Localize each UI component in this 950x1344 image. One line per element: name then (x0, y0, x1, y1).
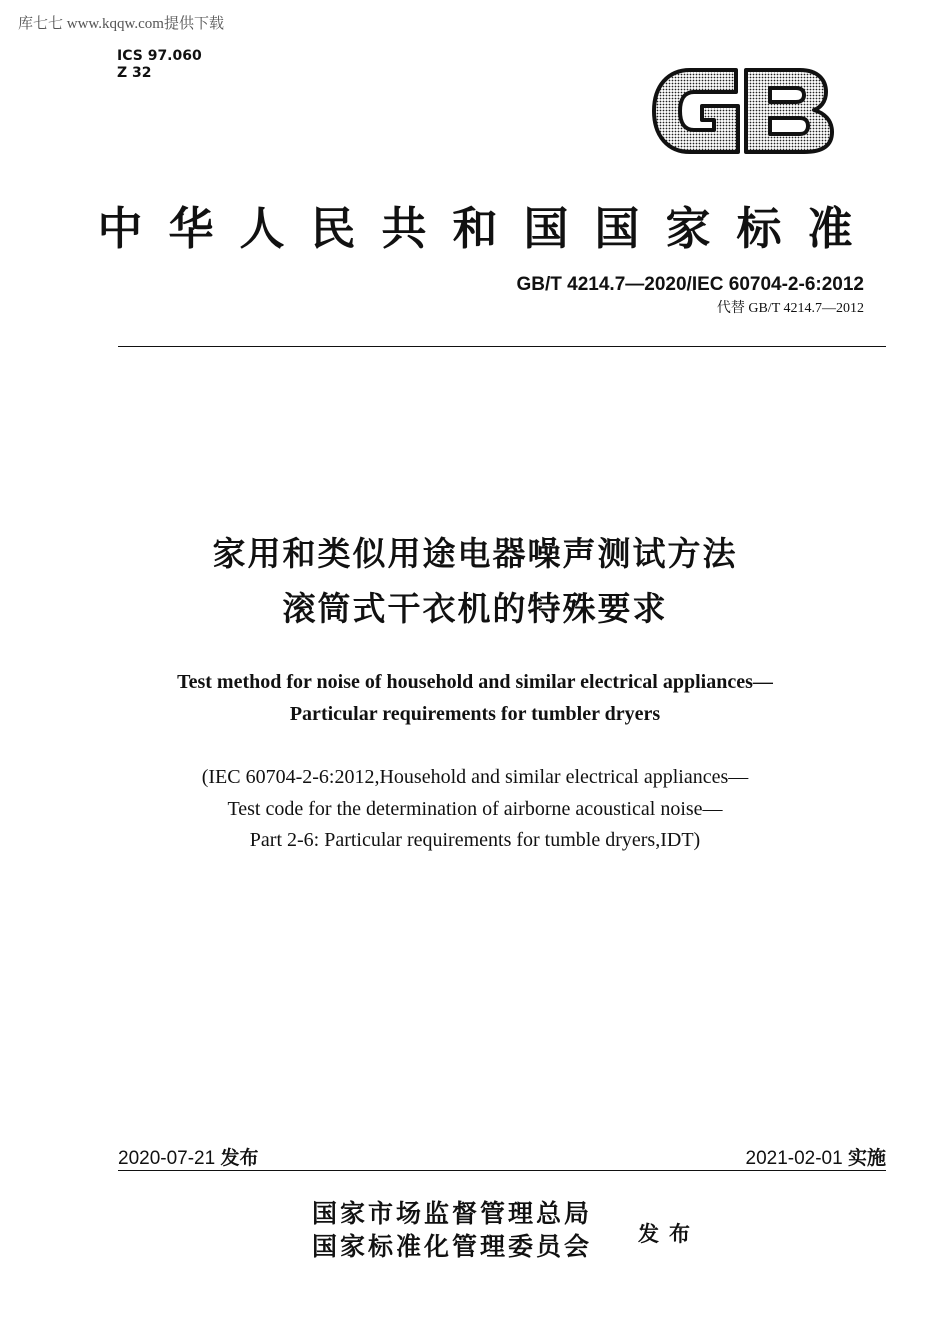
watermark-text: 库七七 www.kqqw.com提供下载 (18, 16, 224, 32)
chinese-title-line1: 家用和类似用途电器噪声测试方法 (212, 534, 738, 573)
english-title-line1: Test method for noise of household and similar electrical appliances— (177, 671, 773, 693)
issuer-line1: 国家市场监督管理总局 (312, 1201, 593, 1228)
iec-reference (0, 762, 950, 857)
standard-number-block (517, 274, 865, 317)
gb-logo-icon (650, 64, 836, 158)
chinese-title (0, 526, 950, 636)
ics-class: Z 32 (117, 65, 152, 81)
publish-date-value: 2020-07-21 (118, 1148, 216, 1169)
standard-replaces: 代替 GB/T 4214.7—2012 (716, 301, 864, 316)
publish-date-label: 发布 (220, 1147, 259, 1169)
implement-date-value: 2021-02-01 (745, 1148, 843, 1169)
publish-date (118, 1143, 259, 1170)
ics-code: ICS 97.060 (117, 48, 202, 64)
issuing-authorities (312, 1198, 592, 1264)
iec-reference-line3: Part 2-6: Particular requirements for tumble dryers,IDT) (249, 829, 701, 851)
divider-top (118, 346, 886, 347)
divider-bottom (118, 1170, 886, 1171)
chinese-title-line2: 滚筒式干衣机的特殊要求 (282, 589, 668, 628)
implement-date-label: 实施 (847, 1147, 886, 1169)
standard-number: GB/T 4214.7—2020/IEC 60704-2-6:2012 (516, 274, 864, 295)
issue-label: 发布 (638, 1222, 700, 1246)
english-title (0, 666, 950, 730)
english-title-line2: Particular requirements for tumbler dryers (289, 703, 661, 725)
issuer-line2: 国家标准化管理委员会 (312, 1234, 593, 1261)
ics-block (117, 48, 202, 82)
iec-reference-line1: (IEC 60704-2-6:2012,Household and similar electrical appliances— (201, 766, 749, 788)
iec-reference-line2: Test code for the determination of airborne acoustical noise— (227, 797, 723, 820)
main-title: 中华人民共和国国家标准 (97, 204, 879, 254)
implement-date (746, 1143, 887, 1170)
